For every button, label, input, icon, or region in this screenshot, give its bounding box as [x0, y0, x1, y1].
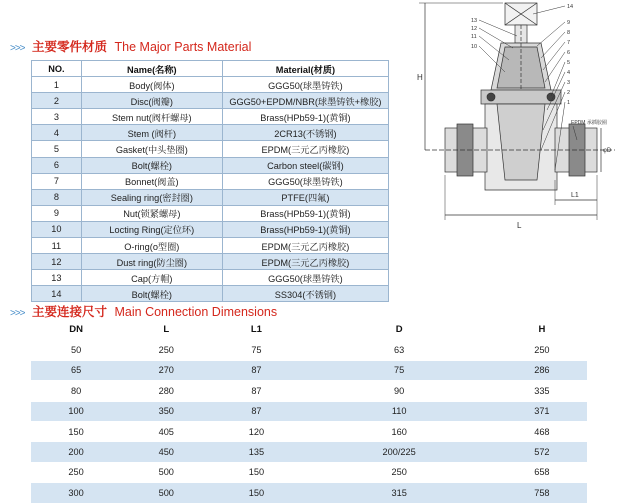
cell-l1: 75 [211, 340, 301, 360]
callout-7: 7 [567, 40, 571, 46]
part-name: O-ring(o型圈) [81, 238, 222, 254]
header-name: Name(名称) [81, 61, 222, 77]
cell-dn: 200 [31, 442, 121, 462]
cell-l1: 150 [211, 462, 301, 482]
part-material: SS304(不锈钢) [222, 286, 388, 302]
parts-row [32, 109, 389, 125]
cell-d: 63 [302, 340, 497, 360]
dims-title-cn: 主要连接尺寸 [32, 305, 108, 319]
cell-d: 315 [302, 483, 497, 503]
cell-l1: 87 [211, 401, 301, 421]
part-no: 11 [32, 238, 82, 254]
part-no: 6 [32, 157, 82, 173]
cell-l: 405 [121, 421, 211, 441]
dims-header-row [31, 320, 587, 340]
part-material: Carbon steel(碳钢) [222, 157, 388, 173]
cell-h: 250 [497, 340, 587, 360]
cell-h: 658 [497, 462, 587, 482]
cell-l: 270 [121, 360, 211, 380]
cell-d: 90 [302, 381, 497, 401]
part-name: Stem nut(阀杆螺母) [81, 109, 222, 125]
dims-row [31, 421, 587, 441]
part-name: Bolt(螺栓) [81, 157, 222, 173]
header-material: Material(材质) [222, 61, 388, 77]
header-no: NO. [32, 61, 82, 77]
dims-row [31, 442, 587, 462]
part-name: Cap(方帽) [81, 270, 222, 286]
callout-4: 4 [567, 70, 571, 76]
dims-row [31, 401, 587, 421]
dims-row [31, 381, 587, 401]
cell-l: 250 [121, 340, 211, 360]
part-material: PTFE(四氟) [222, 189, 388, 205]
parts-section-title [10, 37, 251, 55]
dim-d-label: φD [603, 148, 612, 154]
part-material: 2CR13(不锈钢) [222, 125, 388, 141]
parts-row [32, 238, 389, 254]
cell-d: 75 [302, 360, 497, 380]
valve-technical-drawing [405, 0, 617, 235]
part-name: Stem (阀杆) [81, 125, 222, 141]
dims-title-en: Main Connection Dimensions [114, 305, 278, 319]
part-no: 4 [32, 125, 82, 141]
header-dn: DN [31, 320, 121, 340]
cell-d: 250 [302, 462, 497, 482]
part-name: Locting Ring(定位环) [81, 221, 222, 237]
parts-row [32, 221, 389, 237]
dims-row [31, 462, 587, 482]
dim-h-label: H [417, 73, 423, 82]
parts-row [32, 254, 389, 270]
part-name: Nut(锁紧螺母) [81, 205, 222, 221]
callout-13: 13 [471, 18, 478, 24]
part-material: GGG50+EPDM/NBR(球墨铸铁+橡胶) [222, 93, 388, 109]
part-material: Brass(HPb59-1)(黄铜) [222, 205, 388, 221]
cell-dn: 50 [31, 340, 121, 360]
cell-h: 286 [497, 360, 587, 380]
header-h: H [497, 320, 587, 340]
dim-l1-label: L1 [571, 192, 579, 199]
cell-d: 110 [302, 401, 497, 421]
cell-l1: 87 [211, 360, 301, 380]
cell-dn: 65 [31, 360, 121, 380]
cell-d: 160 [302, 421, 497, 441]
part-no: 7 [32, 173, 82, 189]
cell-l1: 87 [211, 381, 301, 401]
cell-l: 450 [121, 442, 211, 462]
parts-row [32, 93, 389, 109]
part-material: EPDM(三元乙丙橡胶) [222, 141, 388, 157]
part-no: 5 [32, 141, 82, 157]
part-name: Bonnet(阀盖) [81, 173, 222, 189]
dims-row [31, 360, 587, 380]
part-material: GGG50(球墨铸铁) [222, 173, 388, 189]
parts-row [32, 205, 389, 221]
parts-row [32, 157, 389, 173]
cell-dn: 80 [31, 381, 121, 401]
part-name: Bolt(螺栓) [81, 286, 222, 302]
parts-row [32, 125, 389, 141]
section-arrows-icon: >>> [10, 43, 25, 54]
part-no: 3 [32, 109, 82, 125]
cell-dn: 300 [31, 483, 121, 503]
callout-14: 14 [567, 4, 574, 10]
callout-6: 6 [567, 50, 571, 56]
parts-title-cn: 主要零件材质 [32, 40, 108, 54]
cell-h: 468 [497, 421, 587, 441]
cell-d: 200/225 [302, 442, 497, 462]
part-name: Gasket(中头垫圈) [81, 141, 222, 157]
callout-9: 9 [567, 20, 571, 26]
epdm-label: EPDM 承插胶圈 [571, 120, 607, 126]
part-material: Brass(HPb59-1)(黄铜) [222, 109, 388, 125]
part-material: GGG50(球墨铸铁) [222, 77, 388, 93]
callout-10: 10 [471, 44, 478, 50]
cell-l: 500 [121, 462, 211, 482]
parts-material-table [31, 60, 389, 302]
callout-1: 1 [567, 100, 571, 106]
part-name: Body(阀体) [81, 77, 222, 93]
callout-3: 3 [567, 80, 571, 86]
cell-h: 335 [497, 381, 587, 401]
dims-row [31, 483, 587, 503]
part-material: GGG50(球墨铸铁) [222, 270, 388, 286]
part-no: 14 [32, 286, 82, 302]
cell-dn: 150 [31, 421, 121, 441]
part-material: EPDM(三元乙丙橡胶) [222, 254, 388, 270]
parts-row [32, 141, 389, 157]
part-name: Disc(阀瓣) [81, 93, 222, 109]
connection-dimensions-table [31, 320, 587, 504]
part-no: 8 [32, 189, 82, 205]
cell-h: 371 [497, 401, 587, 421]
cell-l1: 150 [211, 483, 301, 503]
callout-12: 12 [471, 26, 478, 32]
part-no: 1 [32, 77, 82, 93]
callout-5: 5 [567, 60, 571, 66]
parts-title-en: The Major Parts Material [114, 40, 252, 54]
parts-row [32, 286, 389, 302]
part-no: 13 [32, 270, 82, 286]
callout-11: 11 [471, 34, 477, 40]
cell-l1: 120 [211, 421, 301, 441]
section-arrows-icon: >>> [10, 308, 25, 319]
dim-l-label: L [517, 221, 522, 230]
cell-l: 280 [121, 381, 211, 401]
callout-8: 8 [567, 30, 571, 36]
cell-l: 500 [121, 483, 211, 503]
part-name: Sealing ring(密封圈) [81, 189, 222, 205]
part-no: 12 [32, 254, 82, 270]
cell-h: 572 [497, 442, 587, 462]
dims-row [31, 340, 587, 360]
part-name: Dust ring(防尘圈) [81, 254, 222, 270]
header-l1: L1 [211, 320, 301, 340]
parts-header-row [32, 61, 389, 77]
header-d: D [302, 320, 497, 340]
parts-row [32, 270, 389, 286]
cell-l1: 135 [211, 442, 301, 462]
cell-dn: 250 [31, 462, 121, 482]
part-no: 10 [32, 221, 82, 237]
cell-dn: 100 [31, 401, 121, 421]
parts-row [32, 173, 389, 189]
parts-row [32, 77, 389, 93]
header-l: L [121, 320, 211, 340]
part-no: 2 [32, 93, 82, 109]
callout-2: 2 [567, 90, 571, 96]
cell-h: 758 [497, 483, 587, 503]
part-material: EPDM(三元乙丙橡胶) [222, 238, 388, 254]
part-material: Brass(HPb59-1)(黄铜) [222, 221, 388, 237]
cell-l: 350 [121, 401, 211, 421]
dims-section-title [10, 302, 277, 320]
part-no: 9 [32, 205, 82, 221]
parts-row [32, 189, 389, 205]
